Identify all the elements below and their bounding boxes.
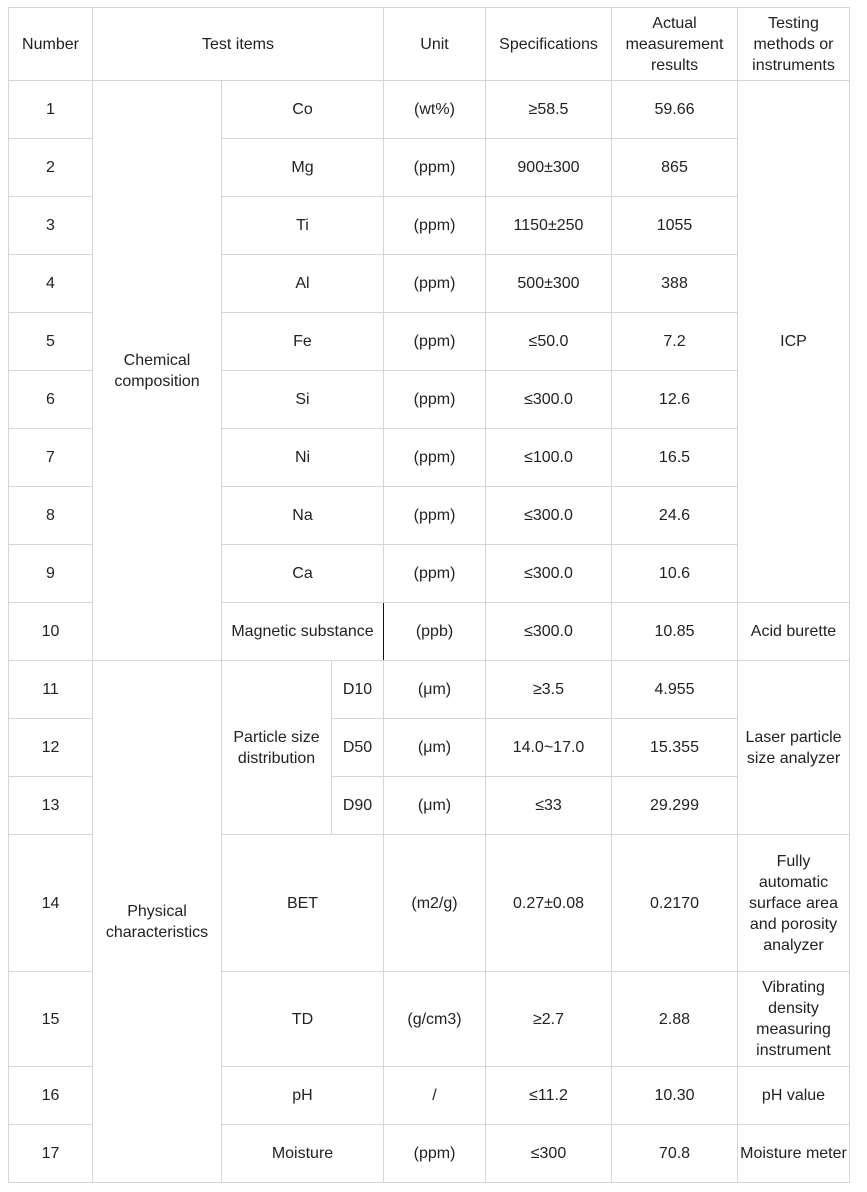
- row-item: pH: [222, 1067, 384, 1125]
- row-result: 388: [612, 255, 738, 313]
- row-item: D50: [332, 719, 384, 777]
- row-specification: 500±300: [486, 255, 612, 313]
- row-specification: ≤100.0: [486, 429, 612, 487]
- row-item: Co: [222, 81, 384, 139]
- row-specification: 1150±250: [486, 197, 612, 255]
- row-item: Moisture: [222, 1125, 384, 1183]
- row-result: 1055: [612, 197, 738, 255]
- row-result: 16.5: [612, 429, 738, 487]
- row-specification: ≤300.0: [486, 545, 612, 603]
- row-unit: (g/cm3): [384, 972, 486, 1067]
- row-unit: (μm): [384, 719, 486, 777]
- row-item: Magnetic substance: [222, 603, 384, 661]
- group-particle-size-distribution: Particle size distribution: [222, 661, 332, 835]
- row-specification: ≥58.5: [486, 81, 612, 139]
- row-item: D90: [332, 777, 384, 835]
- row-unit: (ppb): [384, 603, 486, 661]
- row-result: 70.8: [612, 1125, 738, 1183]
- row-item: Ti: [222, 197, 384, 255]
- row-item: Ca: [222, 545, 384, 603]
- row-specification: 900±300: [486, 139, 612, 197]
- row-result: 10.6: [612, 545, 738, 603]
- row-specification: ≤11.2: [486, 1067, 612, 1125]
- row-specification: ≤33: [486, 777, 612, 835]
- row-result: 24.6: [612, 487, 738, 545]
- row-unit: (ppm): [384, 197, 486, 255]
- header-test-items: Test items: [93, 8, 384, 81]
- row-item: Na: [222, 487, 384, 545]
- row-item: Fe: [222, 313, 384, 371]
- row-specification: ≤300: [486, 1125, 612, 1183]
- header-row: [9, 8, 850, 81]
- row-item: TD: [222, 972, 384, 1067]
- row-specification: 0.27±0.08: [486, 835, 612, 972]
- row-unit: (wt%): [384, 81, 486, 139]
- row-unit: (ppm): [384, 487, 486, 545]
- method-laser-analyzer: Laser particle size analyzer: [738, 661, 850, 835]
- method-moisture-meter: Moisture meter: [738, 1125, 850, 1183]
- row-unit: (ppm): [384, 429, 486, 487]
- row-unit: /: [384, 1067, 486, 1125]
- row-item: Mg: [222, 139, 384, 197]
- row-number: 8: [9, 487, 93, 545]
- row-item: BET: [222, 835, 384, 972]
- row-specification: ≥2.7: [486, 972, 612, 1067]
- header-unit: Unit: [384, 8, 486, 81]
- row-result: 865: [612, 139, 738, 197]
- row-number: 17: [9, 1125, 93, 1183]
- row-number: 15: [9, 972, 93, 1067]
- row-unit: (ppm): [384, 255, 486, 313]
- row-result: 12.6: [612, 371, 738, 429]
- row-result: 59.66: [612, 81, 738, 139]
- group-physical-characteristics: Physical characteristics: [93, 661, 222, 1183]
- row-number: 16: [9, 1067, 93, 1125]
- row-number: 9: [9, 545, 93, 603]
- row-unit: (ppm): [384, 139, 486, 197]
- row-number: 10: [9, 603, 93, 661]
- row-result: 4.955: [612, 661, 738, 719]
- row-number: 14: [9, 835, 93, 972]
- row-number: 13: [9, 777, 93, 835]
- row-item: Al: [222, 255, 384, 313]
- row-specification: 14.0~17.0: [486, 719, 612, 777]
- row-unit: (m2/g): [384, 835, 486, 972]
- row-specification: ≤300.0: [486, 487, 612, 545]
- row-result: 29.299: [612, 777, 738, 835]
- row-number: 12: [9, 719, 93, 777]
- row-number: 1: [9, 81, 93, 139]
- group-chemical-composition: Chemical composition: [93, 81, 222, 661]
- row-result: 2.88: [612, 972, 738, 1067]
- row-result: 10.30: [612, 1067, 738, 1125]
- row-item: Si: [222, 371, 384, 429]
- row-number: 6: [9, 371, 93, 429]
- method-surface-area-analyzer: Fully automatic surface area and porosity analyzer: [738, 835, 850, 972]
- method-icp: ICP: [738, 81, 850, 603]
- row-specification: ≤50.0: [486, 313, 612, 371]
- row-number: 7: [9, 429, 93, 487]
- method-acid-burette: Acid burette: [738, 603, 850, 661]
- row-unit: (ppm): [384, 313, 486, 371]
- row-number: 11: [9, 661, 93, 719]
- table-row: [9, 81, 850, 139]
- method-ph-value: pH value: [738, 1067, 850, 1125]
- test-report-table: [8, 7, 850, 1183]
- header-number: Number: [9, 8, 93, 81]
- row-number: 2: [9, 139, 93, 197]
- row-item: Ni: [222, 429, 384, 487]
- row-unit: (ppm): [384, 371, 486, 429]
- row-result: 15.355: [612, 719, 738, 777]
- header-actual-results: Actual measurement results: [612, 8, 738, 81]
- table-row: [9, 661, 850, 719]
- row-result: 7.2: [612, 313, 738, 371]
- row-specification: ≥3.5: [486, 661, 612, 719]
- row-number: 4: [9, 255, 93, 313]
- row-specification: ≤300.0: [486, 603, 612, 661]
- row-item: D10: [332, 661, 384, 719]
- row-unit: (ppm): [384, 545, 486, 603]
- method-vibrating-density: Vibrating density measuring instrument: [738, 972, 850, 1067]
- row-unit: (μm): [384, 661, 486, 719]
- header-specifications: Specifications: [486, 8, 612, 81]
- row-number: 3: [9, 197, 93, 255]
- row-number: 5: [9, 313, 93, 371]
- row-result: 0.2170: [612, 835, 738, 972]
- row-unit: (μm): [384, 777, 486, 835]
- header-testing-methods: Testing methods or instruments: [738, 8, 850, 81]
- row-unit: (ppm): [384, 1125, 486, 1183]
- row-result: 10.85: [612, 603, 738, 661]
- row-specification: ≤300.0: [486, 371, 612, 429]
